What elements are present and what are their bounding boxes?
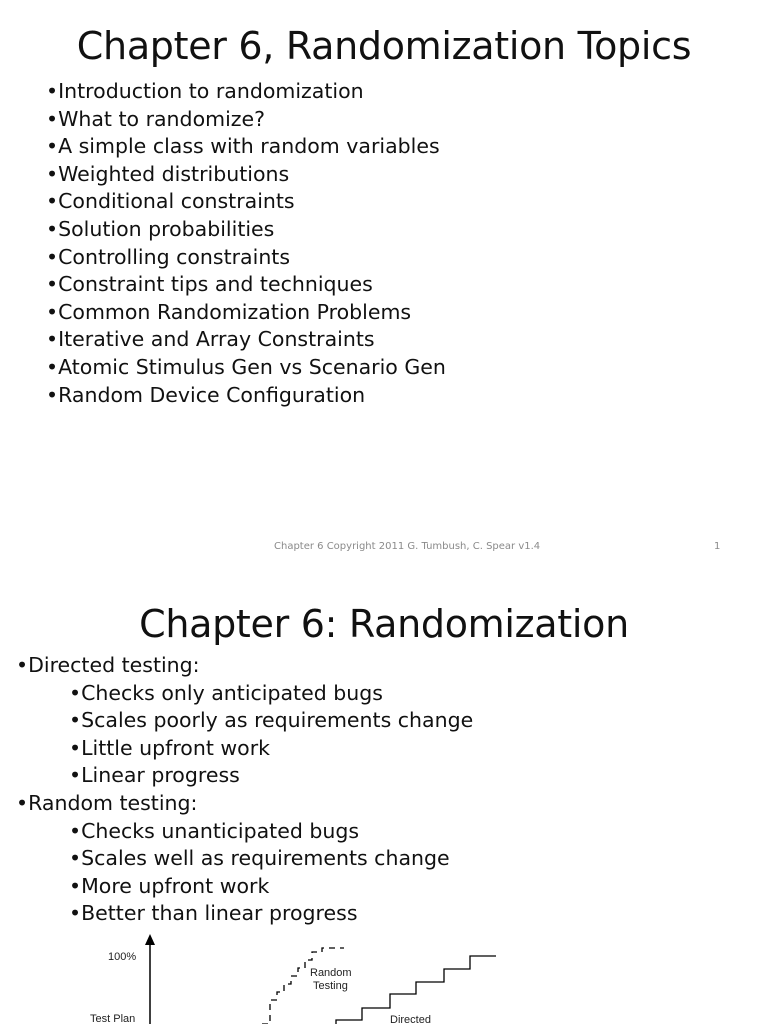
- slide-2: [0, 566, 768, 1024]
- list-item: •Checks only anticipated bugs: [69, 680, 383, 705]
- list-item: •Conditional constraints: [46, 189, 295, 214]
- y-axis-arrow-icon: [145, 934, 155, 945]
- copyright-text: Chapter 6 Copyright 2011 G. Tumbush, C. Spear v1.4: [274, 541, 541, 552]
- list-item: •Introduction to randomization: [46, 79, 364, 103]
- list-item: •Solution probabilities: [46, 216, 275, 241]
- random-testing-heading: •Random testing:: [16, 790, 198, 815]
- list-item: •Random Device Configuration: [46, 382, 366, 407]
- list-item: •More upfront work: [69, 873, 270, 898]
- slide-1-title: Chapter 6, Randomization Topics: [76, 24, 692, 68]
- list-item: •What to randomize?: [46, 106, 266, 131]
- list-item: •A simple class with random variables: [46, 134, 440, 159]
- list-item: •Scales poorly as requirements change: [69, 708, 474, 733]
- y-label-test-plan: Test Plan: [90, 1013, 136, 1024]
- list-item: •Better than linear progress: [69, 901, 358, 926]
- directed-testing-heading: •Directed testing:: [16, 653, 200, 677]
- random-label-line2: Testing: [313, 980, 348, 992]
- list-item: •Common Randomization Problems: [46, 299, 412, 324]
- page-number: 1: [714, 541, 721, 552]
- list-item: •Scales well as requirements change: [69, 846, 450, 871]
- list-item: •Little upfront work: [69, 735, 271, 760]
- list-item: •Linear progress: [69, 763, 240, 788]
- list-item: •Iterative and Array Constraints: [46, 327, 375, 352]
- slide-2-title: Chapter 6: Randomization: [139, 602, 629, 646]
- list-item: •Controlling constraints: [46, 244, 291, 269]
- random-label-line1: Random: [310, 967, 352, 979]
- list-item: •Weighted distributions: [46, 161, 290, 186]
- topics-list: [46, 78, 446, 409]
- testing-list: [16, 652, 473, 928]
- y-label-100: 100%: [108, 951, 137, 963]
- directed-label: Directed: [390, 1014, 431, 1024]
- progress-graph: [0, 926, 768, 1024]
- list-item: •Constraint tips and techniques: [46, 272, 373, 297]
- list-item: •Atomic Stimulus Gen vs Scenario Gen: [46, 354, 446, 379]
- list-item: •Checks unanticipated bugs: [69, 818, 360, 843]
